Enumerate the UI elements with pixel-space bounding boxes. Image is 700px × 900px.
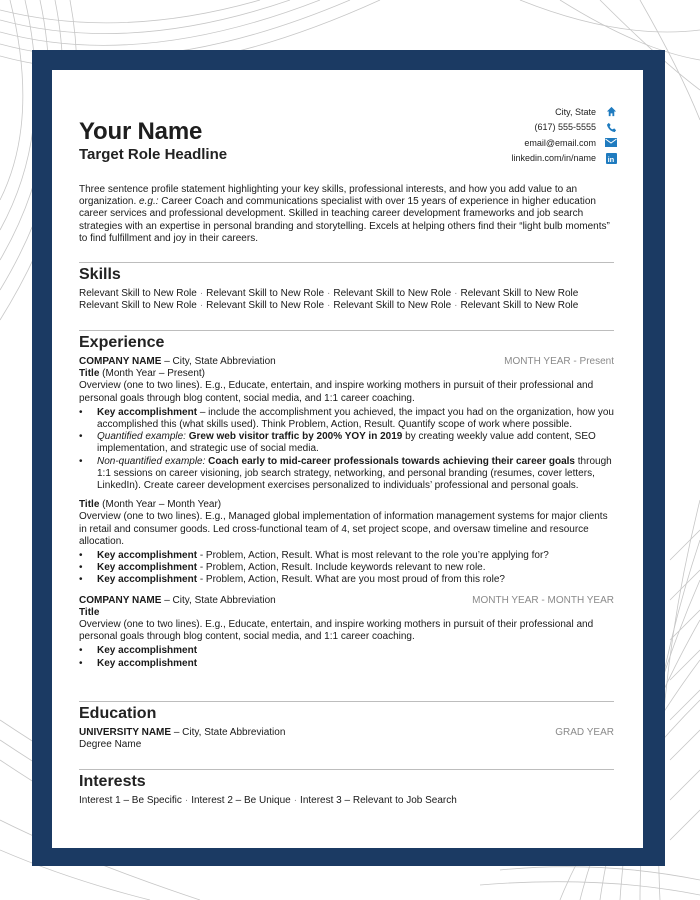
accomplishment-item [79, 562, 614, 574]
skills-line [79, 300, 614, 312]
job-company-location [79, 595, 276, 607]
list-item: Relevant Skill to New Role [333, 288, 452, 299]
contact-email-text[interactable]: email@email.com [524, 137, 596, 148]
phone-icon [605, 121, 617, 133]
accomplishment-text: - Problem, Action, Result. What is most relevant to the role you’re applying for? [197, 550, 549, 562]
accomplishment-text: by creating weekly value add content, SEO implementation, and strategic use of social media. [97, 431, 596, 455]
interests-section [79, 769, 614, 807]
section-divider [79, 330, 614, 331]
experience-heading: Experience [79, 334, 165, 351]
role-dates: (Month Year – Present) [99, 368, 206, 380]
role-title-line [79, 499, 614, 511]
company-name: COMPANY NAME [79, 356, 162, 367]
interests-list [79, 795, 614, 807]
accomplishment-lead: Key accomplishment [97, 550, 198, 562]
education-section [79, 701, 614, 751]
list-separator: · [199, 300, 204, 312]
accomplishment-lead: Key accomplishment [97, 645, 198, 657]
resume-header [79, 70, 614, 182]
home-icon [605, 106, 617, 118]
degree-name: Degree Name [79, 739, 142, 751]
company-location: – City, State Abbreviation [161, 356, 276, 367]
experience-section [79, 330, 614, 670]
contact-location [511, 104, 617, 120]
list-item: Interest 1 – Be Specific [79, 795, 182, 806]
skills-list [79, 288, 614, 312]
accomplishment-item [79, 658, 614, 670]
accomplishment-text: - Problem, Action, Result. What are you most proud of from this role? [197, 574, 505, 586]
contact-phone [511, 120, 617, 136]
job-header [79, 595, 614, 607]
list-item: Interest 3 – Relevant to Job Search [300, 795, 457, 806]
linkedin-icon [605, 152, 617, 164]
accomplishment-text: - Problem, Action, Result. Include keywords relevant to new role. [197, 562, 486, 574]
list-separator: · [293, 795, 298, 806]
accomplishment-list [79, 645, 614, 669]
list-item: Relevant Skill to New Role [206, 288, 324, 299]
role-title: Title [79, 606, 100, 618]
role-title: Title [79, 499, 100, 511]
accomplishment-text: through 1:1 sessions on career visioning, job search strategy, networking, and personal branding (resumes, cover letters, LinkedIn). Create career development exercises personalized to individuals’ professional and personal goals. [97, 455, 612, 492]
accomplishment-text: – include the accomplishment you achieved, the impact you had on the organization, how you accomplished this (what skills used). Think Problem, Action, Result. Quantify scope of work where possible. [97, 406, 614, 431]
profile-eg: e.g.: [139, 196, 159, 208]
skills-line [79, 288, 614, 300]
accomplishment-example-label: Non-quantified example: [97, 455, 206, 467]
email-icon [605, 137, 617, 149]
profile-intro: Three sentence profile statement highlighting your key skills, professional interests, and how you add value to an organization. [79, 184, 578, 208]
list-item: Interest 2 – Be Unique [191, 795, 291, 806]
list-separator: · [327, 288, 331, 299]
skills-section [79, 262, 614, 312]
university-location: – City, State Abbreviation [171, 727, 286, 738]
job-entry [79, 595, 614, 670]
role-entry [79, 499, 614, 586]
contact-linkedin-text[interactable]: linkedin.com/in/name [511, 153, 596, 164]
profile-statement [79, 184, 614, 245]
list-item: Relevant Skill to New Role [460, 288, 579, 299]
list-item: Relevant Skill to New Role [333, 300, 452, 312]
accomplishment-item [79, 407, 614, 431]
accomplishment-lead: Key accomplishment [97, 657, 198, 669]
school-location [79, 727, 285, 739]
accomplishment-list [79, 550, 614, 587]
contact-email[interactable] [511, 135, 617, 151]
list-separator: · [199, 288, 204, 299]
role-title-line [79, 368, 614, 380]
contact-location-text: City, State [555, 106, 596, 117]
profile-body: Career Coach and communications specialist with over 15 years of experience in higher education career services and professional development. Skilled in teaching career development frameworks and job search strategies with an expertise in personal branding and storytelling. Excels at helping others find their “light bulb moments” to find fulfillment and joy in their careers. [79, 196, 610, 244]
accomplishment-item [79, 574, 614, 586]
contact-linkedin[interactable] [511, 151, 617, 167]
list-separator: · [454, 300, 458, 312]
role-title: Title [79, 368, 100, 380]
accomplishment-list [79, 407, 614, 492]
resume-page [52, 70, 643, 848]
company-location: – City, State Abbreviation [161, 594, 276, 606]
accomplishment-highlight: Grew web visitor traffic by 200% YOY in 2019 [185, 431, 403, 443]
section-divider [79, 701, 614, 702]
role-entry [79, 368, 614, 492]
role-dates: (Month Year – Month Year) [99, 499, 222, 511]
company-name: COMPANY NAME [79, 594, 162, 606]
section-divider [79, 769, 614, 770]
accomplishment-item [79, 456, 614, 493]
list-separator: · [184, 795, 189, 806]
role-title-line [79, 607, 614, 619]
candidate-name: Your Name [79, 118, 203, 145]
accomplishment-item [79, 645, 614, 657]
contact-phone-text: (617) 555-5555 [534, 122, 596, 133]
list-separator: · [327, 300, 331, 312]
list-item: Relevant Skill to New Role [79, 288, 197, 299]
education-header [79, 727, 614, 739]
svg-text:in: in [607, 154, 614, 164]
accomplishment-lead: Key accomplishment [97, 562, 198, 574]
role-overview: Overview (one to two lines). E.g., Educate, entertain, and inspire working mothers in pursuit of their professional and personal goals through blog content, social media, and 1:1 career coaching. [79, 619, 594, 643]
accomplishment-item [79, 431, 614, 455]
target-role-headline: Target Role Headline [79, 146, 228, 163]
education-heading: Education [79, 705, 157, 722]
university-name: UNIVERSITY NAME [79, 727, 172, 738]
role-entry [79, 607, 614, 670]
contact-info [511, 104, 617, 166]
job-dates: MONTH YEAR - MONTH YEAR [472, 594, 614, 606]
role-overview: Overview (one to two lines). E.g., Educate, entertain, and inspire working mothers in pursuit of their professional and personal goals through blog content, social media, and 1:1 career coaching. [79, 380, 594, 404]
section-divider [79, 262, 614, 263]
list-item: Relevant Skill to New Role [206, 300, 324, 312]
role-overview: Overview (one to two lines). E.g., Managed global implementation of information management systems for major clients in retail and consumer goods. Led cross-functional team of 4, set project scope, and oversaw timeline and resource allocation. [79, 511, 608, 547]
accomplishment-example-label: Quantified example: [97, 431, 186, 443]
job-header [79, 356, 614, 368]
accomplishment-lead: Key accomplishment [97, 574, 198, 586]
list-item: Relevant Skill to New Role [79, 300, 197, 312]
grad-year: GRAD YEAR [555, 727, 614, 738]
job-entry [79, 356, 614, 587]
list-separator: · [454, 288, 458, 299]
list-item: Relevant Skill to New Role [460, 300, 579, 312]
job-dates: MONTH YEAR - Present [504, 356, 614, 367]
accomplishment-item [79, 550, 614, 562]
accomplishment-lead: Key accomplishment [97, 406, 198, 418]
job-company-location [79, 356, 276, 368]
interests-heading: Interests [79, 773, 146, 790]
skills-heading: Skills [79, 266, 121, 283]
accomplishment-highlight: Coach early to mid-career professionals towards achieving their career goals [205, 455, 575, 467]
